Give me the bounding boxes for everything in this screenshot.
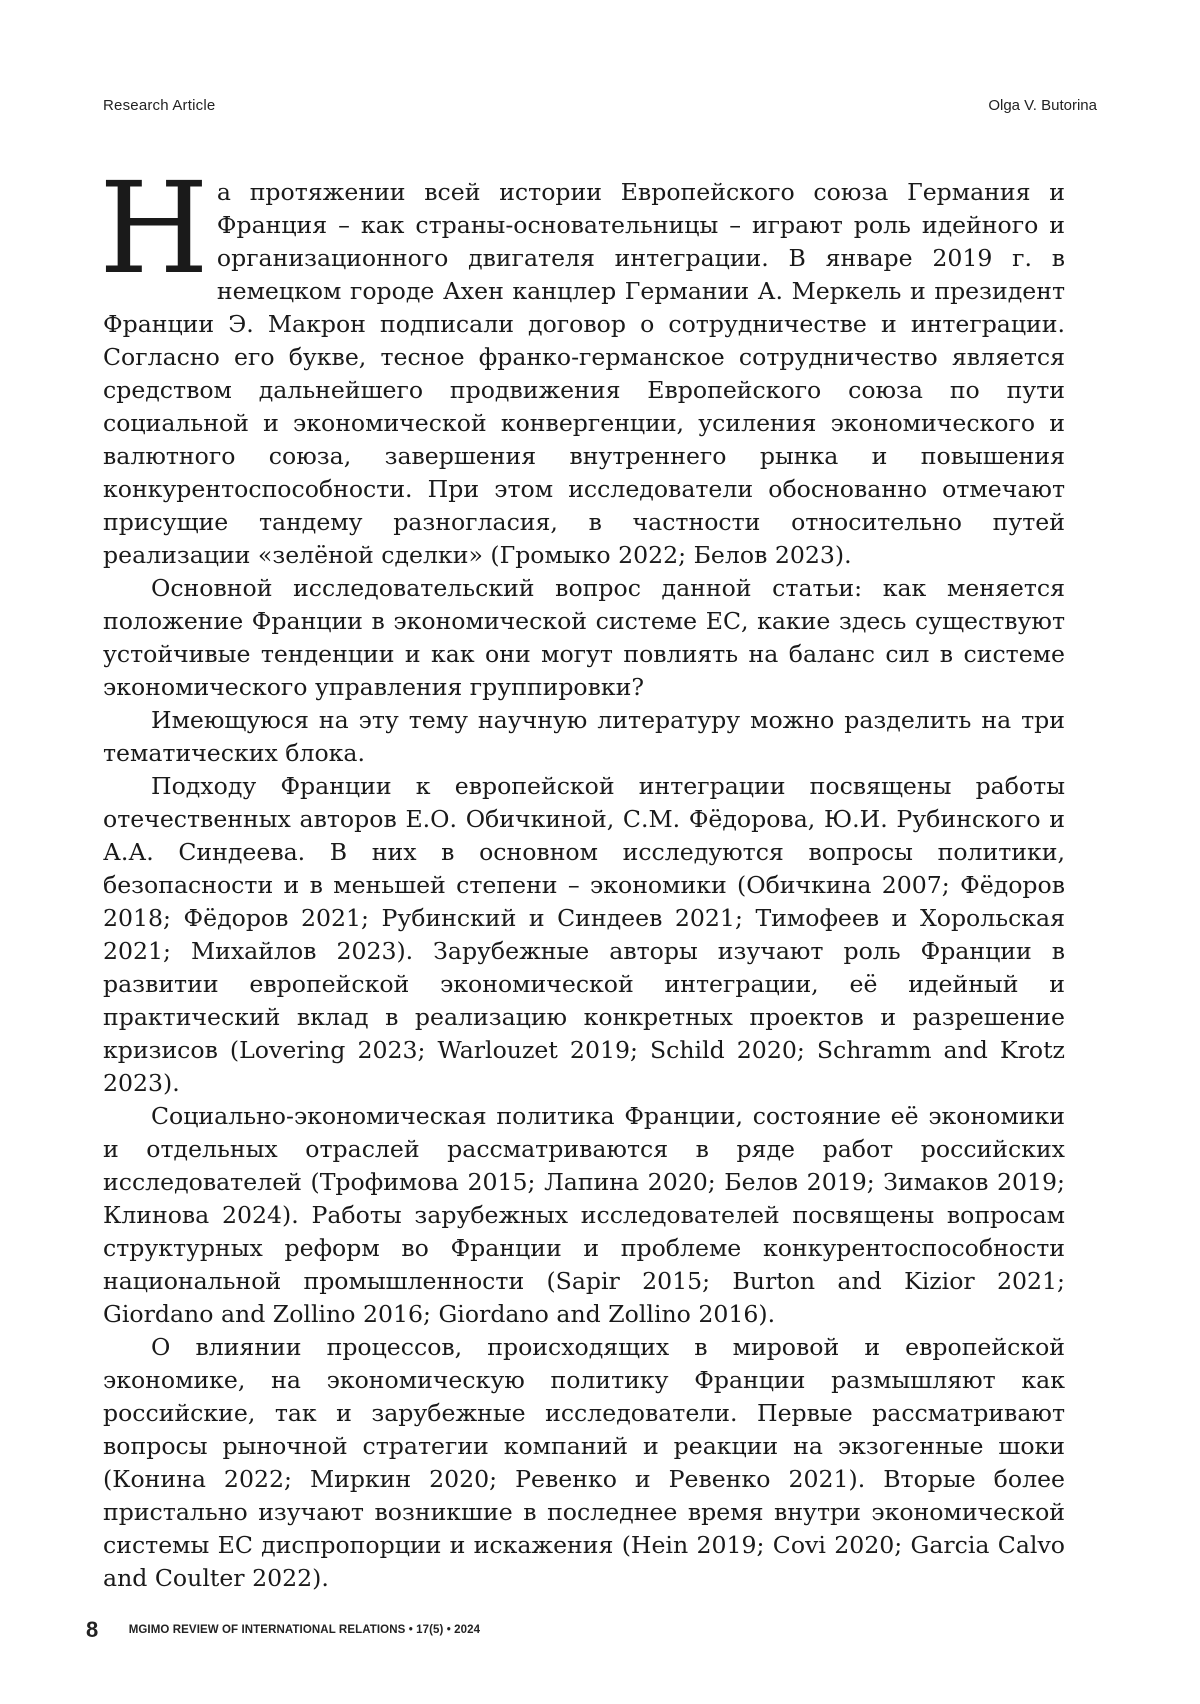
running-header [103,97,1097,121]
paragraph-5: Социально-экономическая политика Франции, состояние её экономики и отдельных отраслей рассматриваются в ряде работ российских исследователей (Трофимова 2015; Лапина 2020; Белов 2019; Зимаков 2019; Клинова 2024). Работы зарубежных исследователей посвящены вопросам структурных реформ во Франции и проблеме конкурентоспособности национальной промышленности (Sapir 2015; Burton and Kizior 2021; Giordano and Zollino 2016; Giordano and Zollino 2016). [103,1102,1065,1328]
paragraph-4: Подходу Франции к европейской интеграции посвящены работы отечественных авторов Е.О. Обичкиной, С.М. Фёдорова, Ю.И. Рубинского и А.А. Синдеева. В них в основном исследуются вопросы политики, безопасности и в меньшей степени – экономики (Обичкина 2007; Фёдоров 2018; Фёдоров 2021; Рубинский и Синдеев 2021; Тимофеев и Хорольская 2021; Михайлов 2023). Зарубежные авторы изучают роль Франции в развитии европейской экономической интеграции, её идейный и практический вклад в реализацию конкретных проектов и разрешение кризисов (Lovering 2023; Warlouzet 2019; Schild 2020; Schramm and Krotz 2023). [103,772,1065,1097]
drop-cap: Н [99,155,209,302]
paragraph-2: Основной исследовательский вопрос данной статьи: как меняется положение Франции в экономической системе ЕС, какие здесь существуют устойчивые тенденции и как они могут повлиять на баланс сил в системе экономического управления группировки? [103,574,1065,701]
paragraph-1 [99,155,1065,572]
journal-title: MGIMO REVIEW OF INTERNATIONAL RELATIONS • 17(5) • 2024 [128,1624,481,1636]
page-number: 8 [86,1617,99,1642]
page-footer [86,1617,480,1643]
article-body [99,155,1065,1595]
paragraph-1-text: а протяжении всей истории Европейского союза Германия и Франция – как страны-основательницы – играют роль идейного и организационного двигателя интеграции. В январе 2019 г. в немецком городе Ахен канцлер Германии А. Меркель и президент Франции Э. Макрон подписали договор о сотрудничестве и интеграции. Согласно его букве, тесное франко-германское сотрудничество является средством дальнейшего продвижения Европейского союза по пути социальной и экономической конвергенции, усиления экономического и валютного союза, завершения внутреннего рынка и повышения конкурентоспособности. При этом исследователи обоснованно отмечают присущие тандему разногласия, в частности относительно путей реализации «зелёной сделки» (Громыко 2022; Белов 2023). [103,178,1065,569]
paragraph-3: Имеющуюся на эту тему научную литературу можно разделить на три тематических блока. [103,706,1065,767]
paragraph-6: О влиянии процессов, происходящих в мировой и европейской экономике, на экономическую политику Франции размышляют как российские, так и зарубежные исследователи. Первые рассматривают вопросы рыночной стратегии компаний и реакции на экзогенные шоки (Конина 2022; Миркин 2020; Ревенко и Ревенко 2021). Вторые более пристально изучают возникшие в последнее время внутри экономической системы ЕС диспропорции и искажения (Hein 2019; Covi 2020; Garcia Calvo and Coulter 2022). [103,1333,1065,1592]
author-name: Olga V. Butorina [988,97,1097,114]
section-label: Research Article [103,97,216,114]
